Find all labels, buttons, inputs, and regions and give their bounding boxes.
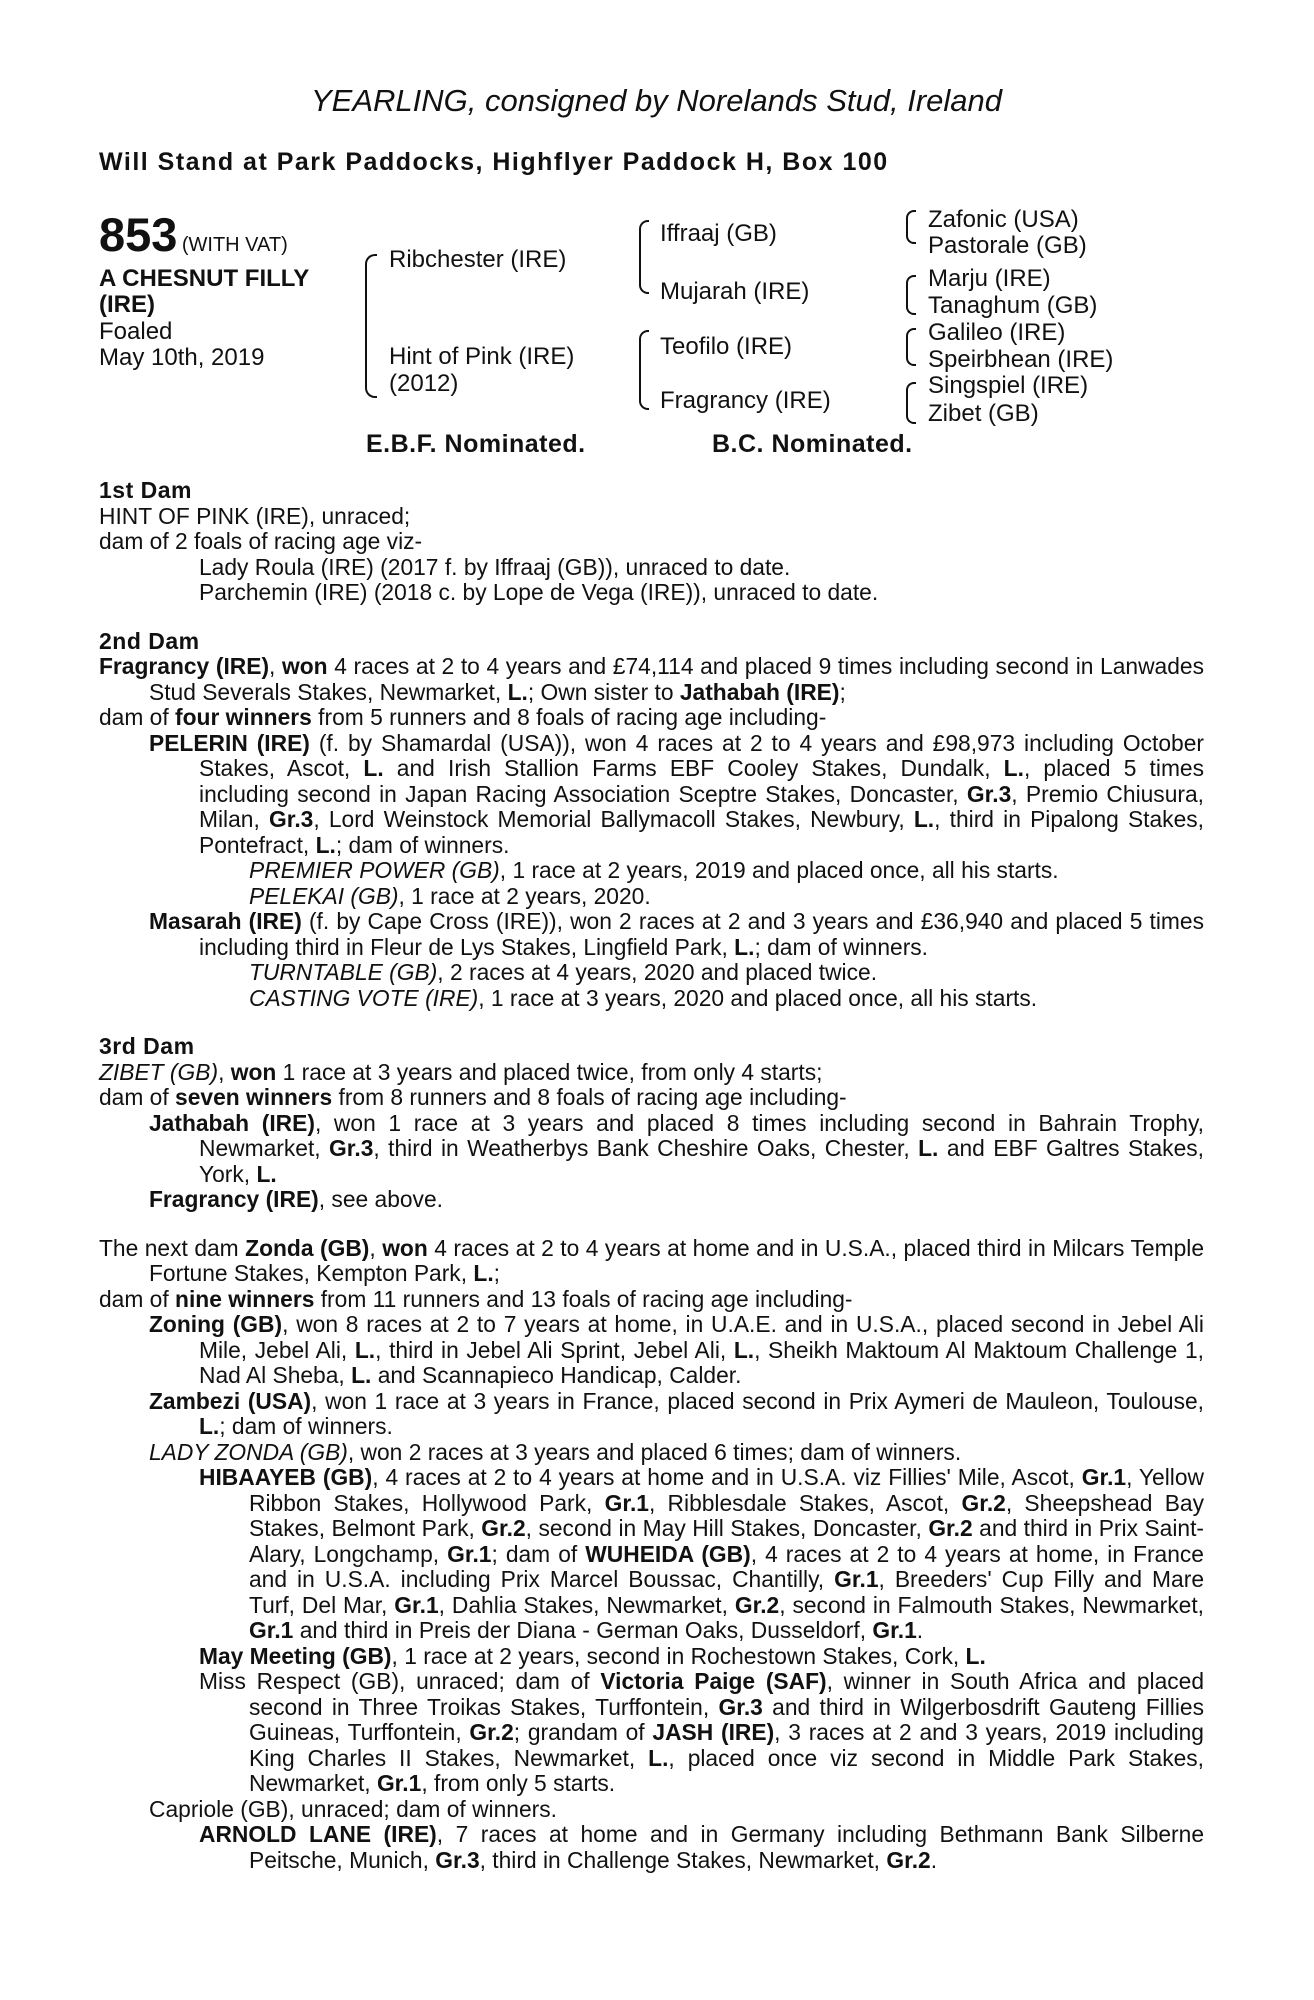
sire-dam: Mujarah (IRE) (660, 278, 810, 305)
third-dam-summary: dam of seven winners from 8 runners and 8 foals of racing age including- (99, 1084, 847, 1110)
produce-entry: ARNOLD LANE (IRE), 7 races at home and in Germany including Bethmann Bank Silberne Peitsche, Munich, Gr.3, third in Challenge Stakes, Newmarket, Gr.2. (199, 1821, 1204, 1873)
foal-entry: Parchemin (IRE) (2018 c. by Lope de Vega (IRE)), unraced to date. (199, 579, 879, 605)
pedigree-bracket-g3-1 (906, 210, 916, 244)
second-dam-summary: dam of four winners from 5 runners and 8 foals of racing age including- (99, 704, 827, 730)
dam-year: (2012) (389, 370, 459, 397)
second-dam-heading: 2nd Dam (99, 627, 200, 654)
vat-note: (WITH VAT) (181, 234, 288, 256)
pedigree-bracket-gen1 (365, 254, 377, 398)
foaled-date: May 10th, 2019 (99, 344, 265, 371)
produce-entry: Masarah (IRE) (f. by Cape Cross (IRE)), won 2 races at 2 and 3 years and £36,940 and placed 5 times including third in Fleur de Lys Stakes, Lingfield Park, L.; dam of winners. (149, 908, 1204, 960)
dam-dam-sire: Singspiel (IRE) (928, 372, 1089, 399)
third-dam-entry: ZIBET (GB), won 1 race at 3 years and placed twice, from only 4 starts; (99, 1058, 823, 1085)
produce-entry: Fragrancy (IRE), see above. (149, 1186, 443, 1212)
lot-number-line (99, 207, 288, 262)
lot-description: A CHESNUT FILLY (99, 265, 310, 292)
produce-entry: Capriole (GB), unraced; dam of winners. (149, 1795, 557, 1822)
produce-entry: PELEKAI (GB), 1 race at 2 years, 2020. (249, 882, 651, 909)
dam-sire-dam: Speirbhean (IRE) (928, 346, 1114, 373)
pedigree-bracket-g3-4 (906, 382, 916, 424)
produce-entry: TURNTABLE (GB), 2 races at 4 years, 2020 and placed twice. (249, 959, 878, 985)
produce-entry: LADY ZONDA (GB), won 2 races at 3 years and placed 6 times; dam of winners. (149, 1438, 962, 1465)
produce-entry: Jathabah (IRE), won 1 race at 3 years and placed 8 times including second in Bahrain Trophy, Newmarket, Gr.3, third in Weatherbys Bank Cheshire Oaks, Chester, L. and EBF Galtres Stakes, York, L. (149, 1109, 1204, 1187)
produce-entry: Miss Respect (GB), unraced; dam of Victoria Paige (SAF), winner in South Africa and placed second in Three Troikas Stakes, Turffontein, Gr.3 and third in Wilgerbosdrift Gauteng Fillies Guineas, Turffontein, Gr.2; grandam of JASH (IRE), 3 races at 2 and 3 years, 2019 including King Charles II Stakes, Newmarket, L., placed once viz second in Middle Park Stakes, Newmarket, Gr.1, from only 5 starts. (199, 1668, 1205, 1796)
produce-entry: PELERIN (IRE) (f. by Shamardal (USA)), won 4 races at 2 to 4 years and £98,973 including October Stakes, Ascot, L. and Irish Stallion Farms EBF Cooley Stakes, Dundalk, L., placed 5 times including second in Japan Racing Association Sceptre Stakes, Doncaster, Gr.3, Premio Chiusura, Milan, Gr.3, Lord Weinstock Memorial Ballymacoll Stakes, Newbury, L., third in Pipalong Stakes, Pontefract, L.; dam of winners. (149, 729, 1205, 858)
dam-dam-dam: Zibet (GB) (928, 400, 1039, 427)
dam-name: Hint of Pink (IRE) (389, 343, 575, 370)
produce-entry: Zambezi (USA), won 1 race at 3 years in France, placed second in Prix Aymeri de Mauleon, Toulouse, L.; dam of winners. (149, 1387, 1205, 1439)
produce-entry: CASTING VOTE (IRE), 1 race at 3 years, 2020 and placed once, all his starts. (249, 984, 1038, 1011)
sire-sire-sire: Zafonic (USA) (928, 206, 1079, 233)
foaled-label: Foaled (99, 318, 173, 345)
sire-dam-dam: Tanaghum (GB) (928, 292, 1098, 319)
next-dam-summary: dam of nine winners from 11 runners and 13 foals of racing age including- (99, 1285, 853, 1312)
pedigree-bracket-g3-3 (906, 328, 916, 366)
dam-dam: Fragrancy (IRE) (660, 387, 831, 414)
dam-sire-sire: Galileo (IRE) (928, 319, 1066, 346)
stand-location: Will Stand at Park Paddocks, Highflyer Paddock H, Box 100 (99, 148, 889, 176)
first-dam-heading: 1st Dam (99, 477, 192, 503)
lot-number: 853 (99, 208, 178, 261)
pedigree-bracket-sire (639, 220, 649, 294)
first-dam-entry: HINT OF PINK (IRE), unraced; (99, 502, 411, 529)
lot-description-origin: (IRE) (99, 291, 155, 318)
page-title: YEARLING, consigned by Norelands Stud, Ireland (311, 83, 1002, 118)
sire-dam-sire: Marju (IRE) (928, 265, 1051, 292)
next-dam-entry: The next dam Zonda (GB), won 4 races at 2 to 4 years at home and in U.S.A., placed third in Milcars Temple Fortune Stakes, Kempton Park, L.; (99, 1234, 1204, 1286)
third-dam-heading: 3rd Dam (99, 1033, 195, 1059)
sire-name: Ribchester (IRE) (389, 246, 567, 273)
ebf-nominated: E.B.F. Nominated. (366, 430, 586, 458)
second-dam-entry: Fragrancy (IRE), won 4 races at 2 to 4 years and £74,114 and placed 9 times including second in Lanwades Stud Severals Stakes, Newmarket, L.; Own sister to Jathabah (IRE); (99, 653, 1204, 705)
bc-nominated: B.C. Nominated. (712, 430, 913, 458)
produce-record (99, 478, 1204, 1873)
produce-entry: Zoning (GB), won 8 races at 2 to 7 years at home, in U.A.E. and in U.S.A., placed second in Jebel Ali Mile, Jebel Ali, L., third in Jebel Ali Sprint, Jebel Ali, L., Sheikh Maktoum Al Maktoum Challenge 1, Nad Al Sheba, L. and Scannapieco Handicap, Calder. (149, 1311, 1204, 1388)
first-dam-foals: dam of 2 foals of racing age viz- (99, 528, 423, 554)
dam-sire: Teofilo (IRE) (660, 333, 793, 360)
sire-sire: Iffraaj (GB) (660, 220, 777, 247)
pedigree-bracket-g3-2 (906, 275, 916, 315)
produce-entry: May Meeting (GB), 1 race at 2 years, second in Rochestown Stakes, Cork, L. (199, 1642, 986, 1669)
pedigree-bracket-dam (639, 330, 649, 410)
sire-sire-dam: Pastorale (GB) (928, 232, 1087, 259)
produce-entry: PREMIER POWER (GB), 1 race at 2 years, 2019 and placed once, all his starts. (249, 857, 1059, 883)
produce-entry: HIBAAYEB (GB), 4 races at 2 to 4 years at home and in U.S.A. viz Fillies' Mile, Ascot, Gr.1, Yellow Ribbon Stakes, Hollywood Park, Gr.1, Ribblesdale Stakes, Ascot, Gr.2, Sheepshead Bay Stakes, Belmont Park, Gr.2, second in May Hill Stakes, Doncaster, Gr.2 and third in Prix Saint-Alary, Longchamp, Gr.1; dam of WUHEIDA (GB), 4 races at 2 to 4 years at home, in France and in U.S.A. including Prix Marcel Boussac, Chantilly, Gr.1, Breeders' Cup Filly and Mare Turf, Del Mar, Gr.1, Dahlia Stakes, Newmarket, Gr.2, second in Falmouth Stakes, Newmarket, Gr.1 and third in Preis der Diana - German Oaks, Dusseldorf, Gr.1. (199, 1464, 1205, 1643)
foal-entry: Lady Roula (IRE) (2017 f. by Iffraaj (GB)), unraced to date. (199, 553, 791, 580)
